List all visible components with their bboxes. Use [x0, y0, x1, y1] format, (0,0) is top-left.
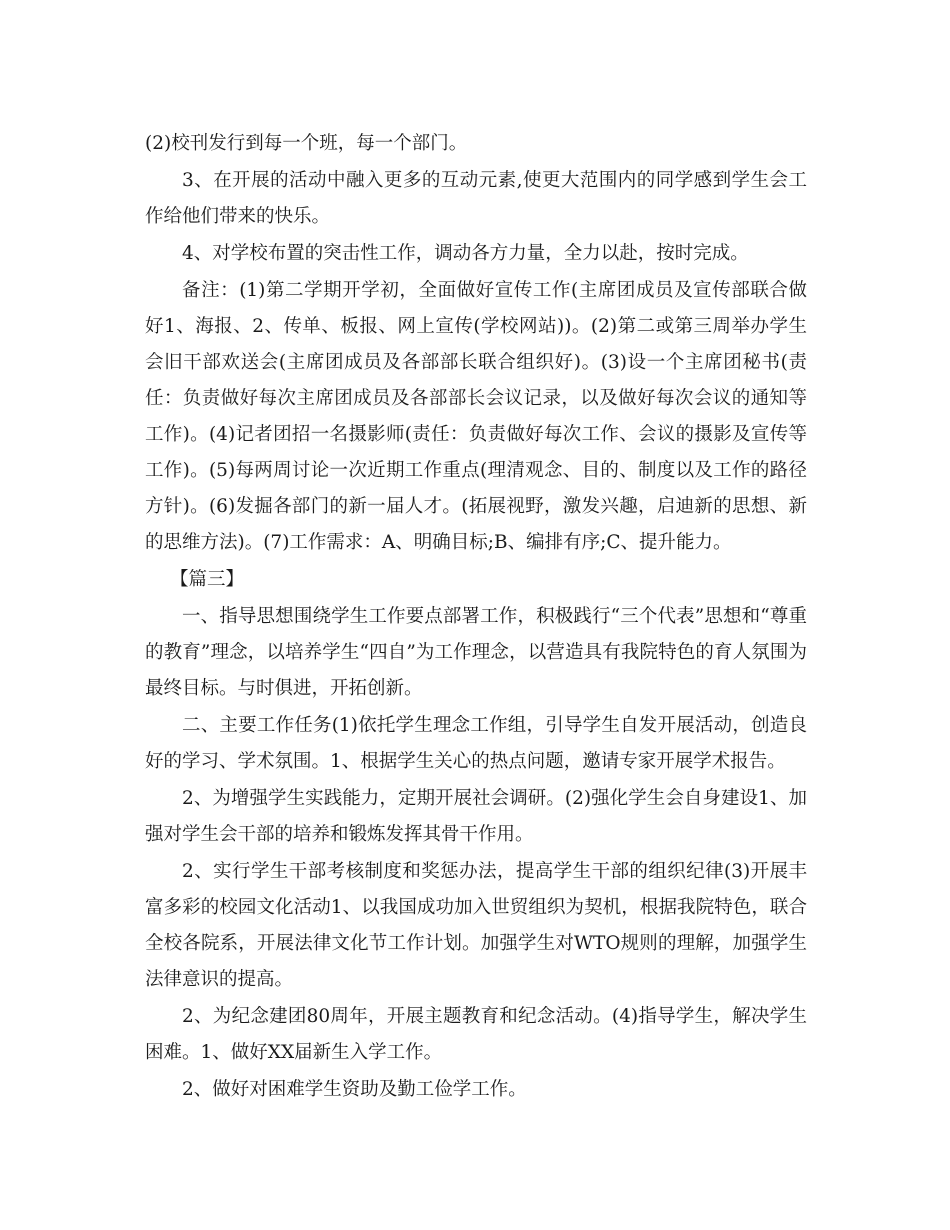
paragraph-main-tasks: 二、主要工作任务(1)依托学生理念工作组，引导学生自发开展活动，创造良好的学习、学术氛围。1、根据学生关心的热点问题，邀请专家开展学术报告。 — [145, 715, 807, 772]
section-heading: 【篇三】 — [170, 569, 245, 590]
paragraph-assistance: 2、做好对困难学生资助及勤工俭学工作。 — [182, 1079, 527, 1100]
paragraph-guiding-ideology: 一、指导思想围绕学生工作要点部署工作，积极践行“三个代表”思想和“尊重的教育”理念，以培养学生“四自”为工作理念，以营造具有我院特色的育人氛围为最终目标。与时俱进，开拓创新。 — [145, 606, 807, 699]
paragraph-practice: 2、为增强学生实践能力，定期开展社会调研。(2)强化学生会自身建设1、加强对学生会干部的培养和锻炼发挥其骨干作用。 — [145, 788, 807, 845]
paragraph-1: (2)校刊发行到每一个班，每一个部门。 — [145, 133, 468, 154]
paragraph-2: 3、在开展的活动中融入更多的互动元素,使更大范围内的同学感到学生会工作给他们带来的快乐。 — [145, 170, 807, 227]
paragraph-4-notes: 备注：(1)第二学期开学初，全面做好宣传工作(主席团成员及宣传部联合做好1、海报、2、传单、板报、网上宣传(学校网站))。(2)第二或第三周举办学生会旧干部欢送会(主席团成员及各部部长联合组织好)。(3)设一个主席团秘书(责任：负责做好每次主席团成员及各部部长会议记录，以及做好每次会议的通知等工作)。(4)记者团招一名摄影师(责任：负责做好每次工作、会议的摄影及宣传等工作)。(5)每两周讨论一次近期工作重点(理清观念、目的、制度以及工作的路径方针)。(6)发掘各部门的新一届人才。(拓展视野，激发兴趣，启迪新的思想、新的思维方法)。(7)工作需求：A、明确目标;B、编排有序;C、提升能力。 — [145, 280, 807, 553]
document-body — [145, 126, 807, 1109]
paragraph-anniversary: 2、为纪念建团80周年，开展主题教育和纪念活动。(4)指导学生，解决学生困难。1、做好XX届新生入学工作。 — [145, 1006, 807, 1063]
paragraph-assessment: 2、实行学生干部考核制度和奖惩办法，提高学生干部的组织纪律(3)开展丰富多彩的校园文化活动1、以我国成功加入世贸组织为契机，根据我院特色，联合全校各院系，开展法律文化节工作计划。加强学生对WTO规则的理解，加强学生法律意识的提高。 — [145, 861, 807, 990]
paragraph-3: 4、对学校布置的突击性工作，调动各方力量，全力以赴，按时完成。 — [182, 243, 749, 264]
